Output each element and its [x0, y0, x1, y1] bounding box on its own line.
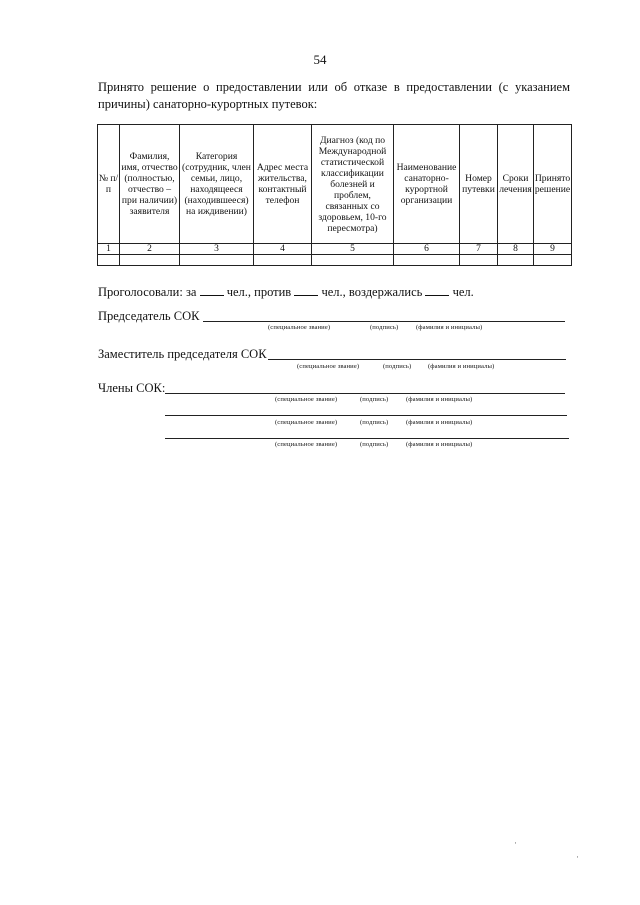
chairman-title-caption: (специальное звание): [268, 324, 331, 331]
member-name-caption: (фамилия и инициалы): [406, 441, 473, 448]
empty-cell: [312, 255, 394, 266]
deputy-signature-line: [268, 359, 566, 360]
chairman-signature-line: [203, 321, 565, 322]
header-decision: Принято решение: [534, 125, 572, 244]
table-row: [98, 244, 572, 255]
votes-for-blank: [200, 284, 224, 296]
column-number: 8: [498, 244, 534, 255]
header-diagnosis: Диагноз (код по Международной статистической классификации болезней и проблем, связанных со здоровьем, 10-го пересмотра): [312, 125, 394, 244]
member-signature-caption: (подпись): [360, 396, 389, 403]
column-number: 6: [394, 244, 460, 255]
empty-cell: [254, 255, 312, 266]
member-title-caption: (специальное звание): [275, 441, 338, 448]
empty-cell: [534, 255, 572, 266]
column-number: 1: [98, 244, 120, 255]
chairman-name-caption: (фамилия и инициалы): [416, 324, 483, 331]
deputy-name-caption: (фамилия и инициалы): [428, 363, 495, 370]
votes-against-blank: [294, 284, 318, 296]
table-header-row: [98, 125, 572, 244]
header-treatment-dates: Сроки лечения: [498, 125, 534, 244]
empty-cell: [180, 255, 254, 266]
header-address: Адрес места жительства, контактный телефон: [254, 125, 312, 244]
member-signature-caption: (подпись): [360, 441, 389, 448]
member-signature-line: [165, 438, 569, 439]
header-number: № п/п: [98, 125, 120, 244]
members-label: Члены СОК:: [98, 381, 166, 395]
column-number: 9: [534, 244, 572, 255]
empty-cell: [98, 255, 120, 266]
chairman-signature-caption: (подпись): [370, 324, 399, 331]
deputy-signature-caption: (подпись): [383, 363, 412, 370]
vote-against-label: чел., против: [226, 285, 292, 299]
chairman-label: Председатель СОК: [98, 309, 200, 323]
table-row: [98, 255, 572, 266]
empty-cell: [460, 255, 498, 266]
member-name-caption: (фамилия и инициалы): [406, 419, 473, 426]
column-number: 5: [312, 244, 394, 255]
empty-cell: [498, 255, 534, 266]
vote-prefix: Проголосовали: за: [98, 285, 197, 299]
member-signature-line: [165, 393, 565, 394]
member-signature-line: [165, 415, 567, 416]
member-name-caption: (фамилия и инициалы): [406, 396, 473, 403]
empty-cell: [120, 255, 180, 266]
votes-abstained-blank: [425, 284, 449, 296]
vote-abstained-label: чел., воздержались: [321, 285, 423, 299]
scan-speck: ·: [514, 838, 517, 848]
vote-suffix: чел.: [452, 285, 474, 299]
column-number: 7: [460, 244, 498, 255]
member-title-caption: (специальное звание): [275, 419, 338, 426]
deputy-chairman-label: Заместитель председателя СОК: [98, 347, 267, 361]
scan-speck: ·: [576, 852, 579, 862]
vote-line: [98, 284, 474, 300]
empty-cell: [394, 255, 460, 266]
decision-table: [97, 124, 572, 266]
header-voucher-number: Номер путевки: [460, 125, 498, 244]
column-number: 2: [120, 244, 180, 255]
intro-paragraph: Принято решение о предоставлении или об отказе в предоставлении (с указанием причины) санаторно-курортных путевок:: [98, 80, 570, 111]
header-sanatorium: Наименование санаторно-курортной организации: [394, 125, 460, 244]
member-title-caption: (специальное звание): [275, 396, 338, 403]
column-number: 3: [180, 244, 254, 255]
member-signature-caption: (подпись): [360, 419, 389, 426]
header-category: Категория (сотрудник, член семьи, лицо, находящееся (находившееся) на иждивении): [180, 125, 254, 244]
header-full-name: Фамилия, имя, отчество (полностью, отчество – при наличии) заявителя: [120, 125, 180, 244]
column-number: 4: [254, 244, 312, 255]
page-number: 54: [313, 52, 327, 67]
deputy-title-caption: (специальное звание): [297, 363, 360, 370]
